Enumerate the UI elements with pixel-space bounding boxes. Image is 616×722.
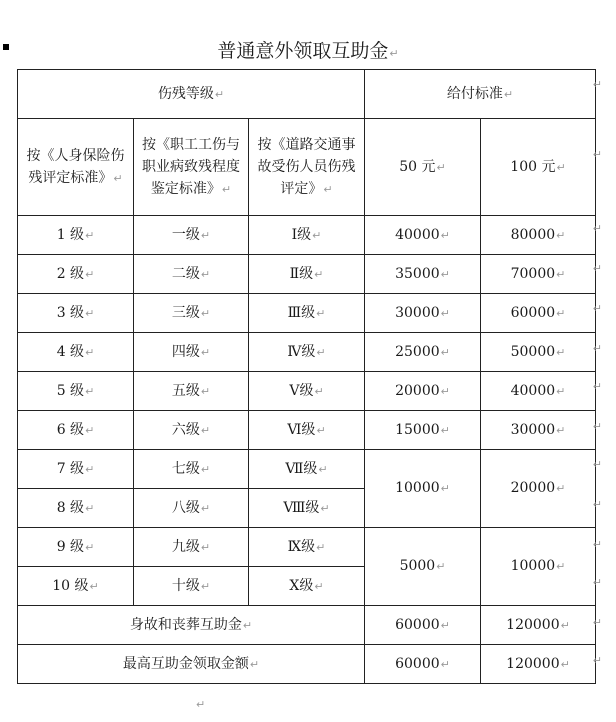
row-end-mark: ↵	[592, 342, 602, 355]
cell-traffic: Ⅲ级↵	[249, 294, 365, 333]
table-row	[18, 528, 596, 567]
cell-occupational: 三级↵	[134, 294, 249, 333]
table-row	[18, 294, 596, 333]
cell-traffic: Ⅹ级↵	[249, 567, 365, 606]
row-end-mark: ↵	[592, 262, 602, 275]
cell-traffic: Ⅰ级↵	[249, 216, 365, 255]
cell-personal: 7 级↵	[18, 450, 134, 489]
header-personal-standard: 按《人身保险伤残评定标准》↵	[18, 119, 134, 216]
max-benefit-50: 60000↵	[365, 645, 481, 684]
cell-traffic: Ⅱ级↵	[249, 255, 365, 294]
row-end-mark: ↵	[592, 78, 602, 91]
cell-personal: 5 级↵	[18, 372, 134, 411]
cell-personal: 2 级↵	[18, 255, 134, 294]
death-benefit-100: 120000↵	[481, 606, 596, 645]
row-end-mark: ↵	[592, 576, 602, 589]
row-end-mark: ↵	[592, 380, 602, 393]
cell-occupational: 五级↵	[134, 372, 249, 411]
cell-traffic: Ⅵ级↵	[249, 411, 365, 450]
cell-pay-50: 15000↵	[365, 411, 481, 450]
cell-occupational: 六级↵	[134, 411, 249, 450]
table-row	[18, 411, 596, 450]
cell-occupational: 四级↵	[134, 333, 249, 372]
header-disability-grade: 伤残等级↵	[18, 70, 365, 119]
row-end-mark: ↵	[592, 420, 602, 433]
title-text: 普通意外领取互助金	[217, 40, 389, 62]
header-traffic-standard: 按《道路交通事故受伤人员伤残评定》↵	[249, 119, 365, 216]
row-end-mark: ↵	[592, 654, 602, 667]
death-benefit-label: 身故和丧葬互助金↵	[18, 606, 365, 645]
row-end-mark: ↵	[592, 302, 602, 315]
cell-occupational: 九级↵	[134, 528, 249, 567]
cell-occupational: 十级↵	[134, 567, 249, 606]
cell-personal: 1 级↵	[18, 216, 134, 255]
max-benefit-label: 最高互助金领取金额↵	[18, 645, 365, 684]
cell-personal: 3 级↵	[18, 294, 134, 333]
cell-pay-100: 40000↵	[481, 372, 596, 411]
benefit-table	[17, 69, 596, 684]
max-benefit-row	[18, 645, 596, 684]
cell-pay-50: 25000↵	[365, 333, 481, 372]
subheader-row	[18, 119, 596, 216]
header-occupational-standard: 按《职工工伤与职业病致残程度鉴定标准》↵	[134, 119, 249, 216]
cell-pay-50: 30000↵	[365, 294, 481, 333]
cell-occupational: 八级↵	[134, 489, 249, 528]
row-end-mark: ↵	[592, 458, 602, 471]
table-row	[18, 450, 596, 489]
row-end-mark: ↵	[592, 538, 602, 551]
row-end-mark: ↵	[592, 148, 602, 161]
table-row	[18, 333, 596, 372]
cell-traffic: Ⅳ级↵	[249, 333, 365, 372]
cell-pay-50: 40000↵	[365, 216, 481, 255]
cell-pay-50-merged: 10000↵	[365, 450, 481, 528]
row-end-mark: ↵	[592, 616, 602, 629]
cell-traffic: Ⅴ级↵	[249, 372, 365, 411]
cell-pay-100: 80000↵	[481, 216, 596, 255]
table-row	[18, 255, 596, 294]
document-title	[0, 36, 616, 63]
paragraph-mark: ↵	[389, 47, 399, 60]
cell-pay-100: 60000↵	[481, 294, 596, 333]
death-benefit-50: 60000↵	[365, 606, 481, 645]
cell-pay-50: 20000↵	[365, 372, 481, 411]
table-row	[18, 372, 596, 411]
cell-traffic: Ⅷ级↵	[249, 489, 365, 528]
cell-occupational: 七级↵	[134, 450, 249, 489]
cell-traffic: Ⅶ级↵	[249, 450, 365, 489]
header-100-yuan: 100 元↵	[481, 119, 596, 216]
header-50-yuan: 50 元↵	[365, 119, 481, 216]
cell-occupational: 二级↵	[134, 255, 249, 294]
header-payment-standard: 给付标准↵	[365, 70, 596, 119]
row-end-mark: ↵	[592, 498, 602, 511]
cell-personal: 10 级↵	[18, 567, 134, 606]
cell-pay-100: 30000↵	[481, 411, 596, 450]
table-row	[18, 216, 596, 255]
row-end-mark: ↵	[592, 222, 602, 235]
cell-personal: 4 级↵	[18, 333, 134, 372]
header-row	[18, 70, 596, 119]
cell-pay-50-merged: 5000↵	[365, 528, 481, 606]
cell-pay-100-merged: 10000↵	[481, 528, 596, 606]
cell-pay-100: 70000↵	[481, 255, 596, 294]
cell-pay-50: 35000↵	[365, 255, 481, 294]
document-end-mark: ↵	[196, 698, 206, 711]
cell-pay-100: 50000↵	[481, 333, 596, 372]
cell-traffic: Ⅸ级↵	[249, 528, 365, 567]
cell-personal: 6 级↵	[18, 411, 134, 450]
death-benefit-row	[18, 606, 596, 645]
cell-occupational: 一级↵	[134, 216, 249, 255]
cell-pay-100-merged: 20000↵	[481, 450, 596, 528]
max-benefit-100: 120000↵	[481, 645, 596, 684]
cell-personal: 9 级↵	[18, 528, 134, 567]
cell-personal: 8 级↵	[18, 489, 134, 528]
